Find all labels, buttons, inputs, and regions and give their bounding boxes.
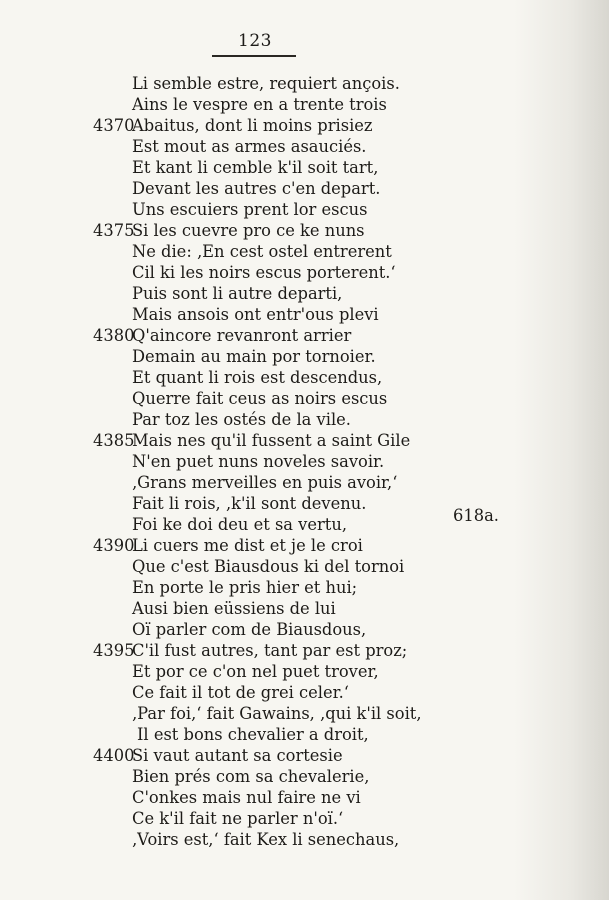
header-rule [212, 55, 296, 57]
line-number: 4400 [93, 746, 135, 765]
verse-text: Li semble estre, requiert ançois. [132, 74, 400, 93]
verse-text: Uns escuiers prent lor escus [132, 200, 368, 219]
line-number: 4380 [93, 326, 135, 345]
verse-line [0, 598, 609, 620]
verse-text: Et por ce c'on nel puet trover, [132, 662, 379, 681]
verse-line [0, 829, 609, 851]
verse-text: Ce k'il fait ne parler n'oï.‘ [132, 809, 344, 828]
verse-text: C'onkes mais nul faire ne vi [132, 788, 361, 807]
verse-line [0, 808, 609, 830]
verse-line [0, 514, 609, 536]
verse-text: ‚Grans merveilles en puis avoir,‘ [132, 473, 398, 492]
verse-line [0, 682, 609, 704]
verse-text: En porte le pris hier et hui; [132, 578, 358, 597]
verse-text: Querre fait ceus as noirs escus [132, 389, 388, 408]
verse-text: Par toz les ostés de la vile. [132, 410, 351, 429]
verse-text: Ains le vespre en a trente trois [132, 95, 387, 114]
verse-line [0, 241, 609, 263]
verse-line [0, 472, 609, 494]
verse-text: Devant les autres c'en depart. [132, 179, 381, 198]
verse-text: Ne die: ‚En cest ostel entrerent [132, 242, 392, 261]
verse-line [0, 178, 609, 200]
verse-line [0, 661, 609, 683]
verse-line [0, 388, 609, 410]
verse-text: Oï parler com de Biausdous, [132, 620, 367, 639]
verse-line [0, 451, 609, 473]
verse-line [0, 409, 609, 431]
verse-line [0, 619, 609, 641]
verse-line [0, 430, 609, 452]
verse-text: Abaitus, dont li moins prisiez [132, 116, 373, 135]
verse-text: Est mout as armes asauciés. [132, 137, 367, 156]
verse-text: Puis sont li autre departi, [132, 284, 343, 303]
verse-line [0, 325, 609, 347]
verse-text: Mais nes qu'il fussent a saint Gile [132, 431, 411, 450]
line-number: 4370 [93, 116, 135, 135]
verse-text: ‚Par foi,‘ fait Gawains, ‚qui k'il soit, [132, 704, 422, 723]
verse-line [0, 283, 609, 305]
verse-line [0, 346, 609, 368]
verse-line [0, 640, 609, 662]
verse-line [0, 745, 609, 767]
verse-line [0, 304, 609, 326]
verse-line [0, 766, 609, 788]
verse-line [0, 220, 609, 242]
verse-line [0, 157, 609, 179]
verse-line [0, 136, 609, 158]
verse-text: Si les cuevre pro ce ke nuns [132, 221, 365, 240]
verse-text: Il est bons chevalier a droit, [137, 725, 369, 744]
verse-line [0, 73, 609, 95]
line-number: 4385 [93, 431, 135, 450]
verse-text: Si vaut autant sa cortesie [132, 746, 343, 765]
verse-text: Cil ki les noirs escus porterent.‘ [132, 263, 396, 282]
verse-line [0, 262, 609, 284]
verse-text: Que c'est Biausdous ki del tornoi [132, 557, 405, 576]
verse-text: C'il fust autres, tant par est proz; [132, 641, 408, 660]
verse-text: Q'aincore revanront arrier [132, 326, 352, 345]
line-number: 4390 [93, 536, 135, 555]
verse-line [0, 724, 609, 746]
verse-text: Mais ansois ont entr'ous plevi [132, 305, 379, 324]
verse-line [0, 535, 609, 557]
verse-text: Bien prés com sa chevalerie, [132, 767, 370, 786]
verse-line [0, 199, 609, 221]
verse-text: ‚Voirs est,‘ fait Kex li senechaus, [132, 830, 400, 849]
folio-side-note: 618a. [453, 506, 499, 525]
verse-line [0, 703, 609, 725]
page-number: 123 [238, 31, 272, 51]
verse-text: Et kant li cemble k'il soit tart, [132, 158, 379, 177]
verse-line [0, 577, 609, 599]
line-number: 4375 [93, 221, 135, 240]
verse-text: Li cuers me dist et je le croi [132, 536, 363, 555]
verse-text: Et quant li rois est descendus, [132, 368, 383, 387]
verse-text: Ce fait il tot de grei celer.‘ [132, 683, 349, 702]
verse-line [0, 115, 609, 137]
verse-text: Demain au main por tornoier. [132, 347, 376, 366]
verse-text: N'en puet nuns noveles savoir. [132, 452, 385, 471]
verse-text: Fait li rois, ‚k'il sont devenu. [132, 494, 367, 513]
verse-line [0, 367, 609, 389]
verse-line [0, 493, 609, 515]
verse-line [0, 94, 609, 116]
verse-text: Foi ke doi deu et sa vertu, [132, 515, 348, 534]
verse-text: Ausi bien eüssiens de lui [132, 599, 336, 618]
verse-line [0, 556, 609, 578]
verse-line [0, 787, 609, 809]
line-number: 4395 [93, 641, 135, 660]
